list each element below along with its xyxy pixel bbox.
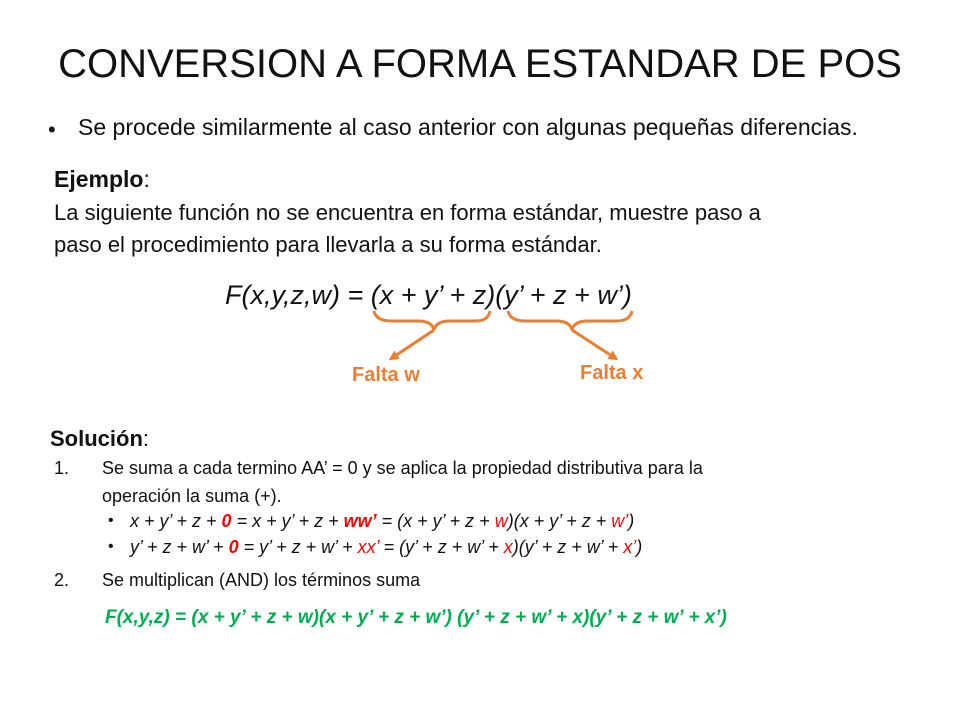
step-1-number: 1. <box>54 458 70 478</box>
step-2-number: 2. <box>54 570 70 590</box>
label-falta-x: Falta x <box>580 362 644 384</box>
step-2-text: Se multiplican (AND) los términos suma <box>102 570 421 590</box>
solution-label: Solución <box>50 426 143 451</box>
sub-bullet-1: • <box>108 512 114 529</box>
example-text-line-1: La siguiente función no se encuentra en forma estándar, muestre paso a <box>54 200 761 225</box>
arrow-falta-w <box>392 330 434 358</box>
page-title: CONVERSION A FORMA ESTANDAR DE POS <box>58 42 902 86</box>
example-text-line-2: paso el procedimiento para llevarla a su forma estándar. <box>54 232 602 257</box>
brace-right <box>508 311 632 330</box>
example-colon: : <box>143 166 150 192</box>
solution-heading <box>50 426 149 452</box>
step-1-text-line-1: Se suma a cada termino AA’ = 0 y se aplica la propiedad distributiva para la <box>102 458 703 478</box>
step-1-text-line-2: operación la suma (+). <box>102 486 282 506</box>
solution-colon: : <box>142 426 150 451</box>
arrow-falta-x <box>572 330 615 358</box>
example-label: Ejemplo <box>54 166 144 192</box>
sub-bullet-2: • <box>108 538 114 555</box>
label-falta-w: Falta w <box>352 364 420 386</box>
function-formula: F(x,y,z,w) = (x + y’ + z)(y’ + z + w’) <box>225 280 632 310</box>
step-1-equation-w: x + y’ + z + 0 = x + y’ + z + ww’ = (x + y’ + z + w)(x + y’ + z + w’) <box>130 511 635 531</box>
intro-text: Se procede similarmente al caso anterior con algunas pequeñas diferencias. <box>78 114 858 140</box>
bullet-marker: • <box>48 117 56 142</box>
result-formula: F(x,y,z) = (x + y’ + z + w)(x + y’ + z + w’) (y’ + z + w’ + x)(y’ + z + w’ + x’) <box>105 607 727 628</box>
step-1-equation-x: y’ + z + w’ + 0 = y’ + z + w’ + xx’ = (y’ + z + w’ + x)(y’ + z + w’ + x’) <box>130 537 643 557</box>
brace-left <box>374 311 490 330</box>
